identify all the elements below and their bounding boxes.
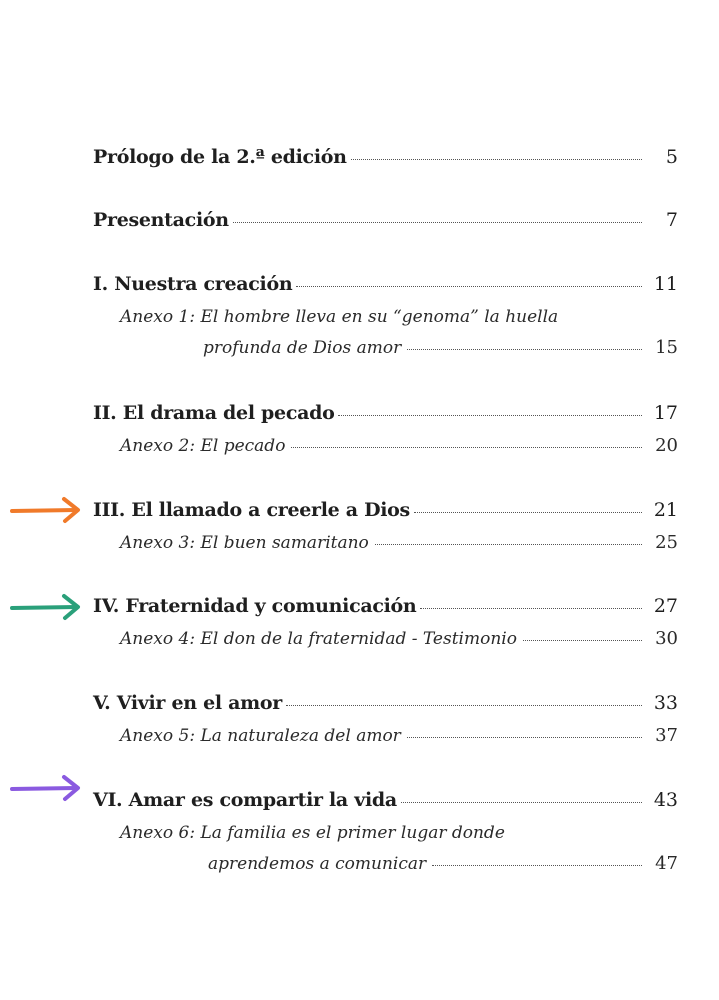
toc-annex-6[interactable] xyxy=(120,822,678,875)
toc-annex-line: Anexo 1: El hombre lleva en su “genoma” la huella xyxy=(120,307,559,327)
dot-leader xyxy=(286,705,642,706)
toc-annex-5[interactable] xyxy=(120,725,678,747)
toc-annex-line: Anexo 4: El don de la fraternidad - Testimonio xyxy=(120,629,517,649)
dot-leader xyxy=(420,608,642,609)
toc-entry-chapter-1[interactable] xyxy=(93,272,678,296)
dot-leader xyxy=(523,640,642,641)
toc-annex-line: aprendemos a comunicar xyxy=(208,854,427,874)
toc-entry-chapter-6[interactable] xyxy=(93,788,678,812)
toc-entry-page: 27 xyxy=(653,595,678,617)
toc-entry-chapter-2[interactable] xyxy=(93,401,678,425)
toc-entry-title: II. El drama del pecado xyxy=(93,402,335,424)
toc-entry-title: IV. Fraternidad y comunicación xyxy=(93,595,417,617)
toc-entry-title: Prólogo de la 2.ª edición xyxy=(93,146,347,168)
dot-leader xyxy=(414,512,642,513)
toc-annex-page: 37 xyxy=(655,725,678,746)
dot-leader xyxy=(291,447,642,448)
toc-annex-4[interactable] xyxy=(120,628,678,650)
toc-entry-page: 43 xyxy=(653,789,678,811)
toc-annex-page: 20 xyxy=(655,435,678,456)
green-arrow-icon xyxy=(10,592,82,622)
toc-entry-page: 21 xyxy=(653,499,678,521)
dot-leader xyxy=(351,159,642,160)
toc-entry-title: VI. Amar es compartir la vida xyxy=(93,789,397,811)
toc-entry-page: 11 xyxy=(653,273,678,295)
toc-annex-2[interactable] xyxy=(120,435,678,457)
toc-entry-prologue[interactable] xyxy=(93,145,678,169)
toc-entry-page: 7 xyxy=(665,209,678,231)
toc-entry-presentation[interactable] xyxy=(93,208,678,232)
dot-leader xyxy=(407,737,642,738)
toc-entry-chapter-3[interactable] xyxy=(93,498,678,522)
toc-annex-1[interactable] xyxy=(120,306,678,359)
dot-leader xyxy=(233,222,642,223)
toc-annex-line: Anexo 5: La naturaleza del amor xyxy=(120,726,401,746)
dot-leader xyxy=(375,544,642,545)
toc-entry-title: I. Nuestra creación xyxy=(93,273,293,295)
toc-entry-title: Presentación xyxy=(93,209,229,231)
dot-leader xyxy=(338,415,642,416)
dot-leader xyxy=(401,802,642,803)
toc-annex-line: Anexo 6: La familia es el primer lugar donde xyxy=(120,823,505,843)
toc-entry-chapter-5[interactable] xyxy=(93,691,678,715)
toc-entry-page: 17 xyxy=(653,402,678,424)
purple-arrow-icon xyxy=(10,773,82,803)
toc-annex-line: Anexo 2: El pecado xyxy=(120,436,286,456)
toc-entry-title: III. El llamado a creerle a Dios xyxy=(93,499,410,521)
toc-entry-title: V. Vivir en el amor xyxy=(93,692,282,714)
orange-arrow-icon xyxy=(10,495,82,525)
toc-entry-page: 5 xyxy=(665,146,678,168)
dot-leader xyxy=(296,286,642,287)
toc-annex-page: 25 xyxy=(655,532,678,553)
dot-leader xyxy=(432,865,642,866)
toc-annex-line: Anexo 3: El buen samaritano xyxy=(120,533,369,553)
dot-leader xyxy=(407,349,642,350)
toc-annex-page: 30 xyxy=(655,628,678,649)
toc-annex-page: 47 xyxy=(655,853,678,874)
toc-annex-line: profunda de Dios amor xyxy=(203,338,402,358)
toc-entry-chapter-4[interactable] xyxy=(93,594,678,618)
toc-annex-page: 15 xyxy=(655,337,678,358)
toc-entry-page: 33 xyxy=(653,692,678,714)
toc-annex-3[interactable] xyxy=(120,532,678,554)
